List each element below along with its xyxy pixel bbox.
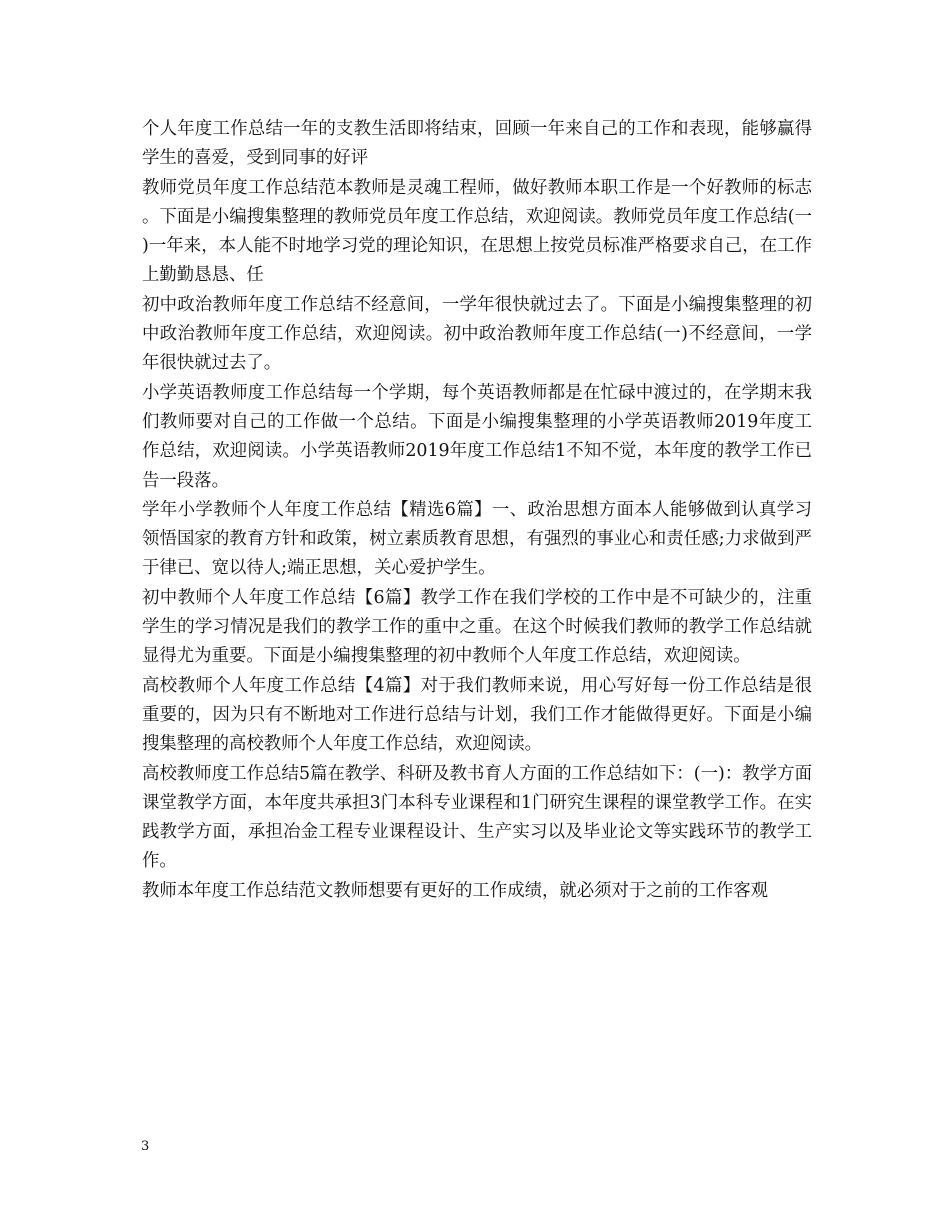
paragraph-1: 个人年度工作总结一年的支教生活即将结束，回顾一年来自己的工作和表现，能够赢得学生的喜爱，受到同事的好评 bbox=[142, 119, 812, 169]
paragraph-5: 学年小学教师个人年度工作总结【精选6篇】一、政治思想方面本人能够做到认真学习领悟国家的教育方针和政策，树立素质教育思想，有强烈的事业心和责任感;力求做到严于律已、宽以待人;端正思想，关心爱护学生。 bbox=[142, 499, 812, 579]
paragraph-7: 高校教师个人年度工作总结【4篇】对于我们教师来说，用心写好每一份工作总结是很重要的，因为只有不断地对工作进行总结与计划，我们工作才能做得更好。下面是小编搜集整理的高校教师个人年度工作总结，欢迎阅读。 bbox=[142, 675, 812, 755]
paragraph-6: 初中教师个人年度工作总结【6篇】教学工作在我们学校的工作中是不可缺少的，注重学生的学习情况是我们的教学工作的重中之重。在这个时候我们教师的教学工作总结就显得尤为重要。下面是小编搜集整理的初中教师个人年度工作总结，欢迎阅读。 bbox=[142, 587, 812, 667]
paragraph-8: 高校教师度工作总结5篇在教学、科研及教书育人方面的工作总结如下：(一)：教学方面课堂教学方面，本年度共承担3门本科专业课程和1门研究生课程的课堂教学工作。在实践教学方面，承担冶金工程专业课程设计、生产实习以及毕业论文等实践环节的教学工作。 bbox=[142, 763, 812, 872]
paragraph-9: 教师本年度工作总结范文教师想要有更好的工作成绩，就必须对于之前的工作客观 bbox=[142, 880, 769, 901]
paragraph-3: 初中政治教师年度工作总结不经意间，一学年很快就过去了。下面是小编搜集整理的初中政治教师年度工作总结，欢迎阅读。初中政治教师年度工作总结(一)不经意间，一学年很快就过去了。 bbox=[142, 294, 812, 374]
document-body bbox=[142, 115, 812, 906]
paragraph-2: 教师党员年度工作总结范本教师是灵魂工程师，做好教师本职工作是一个好教师的标志。下面是小编搜集整理的教师党员年度工作总结，欢迎阅读。教师党员年度工作总结(一)一年来，本人能不时地学习党的理论知识，在思想上按党员标准严格要求自己，在工作上勤勤恳恳、任 bbox=[142, 177, 812, 286]
page-number: 3 bbox=[141, 1139, 150, 1154]
paragraph-4: 小学英语教师度工作总结每一个学期，每个英语教师都是在忙碌中渡过的，在学期末我们教师要对自己的工作做一个总结。下面是小编搜集整理的小学英语教师2019年度工作总结，欢迎阅读。小学英语教师2019年度工作总结1不知不觉，本年度的教学工作已告一段落。 bbox=[142, 382, 812, 491]
